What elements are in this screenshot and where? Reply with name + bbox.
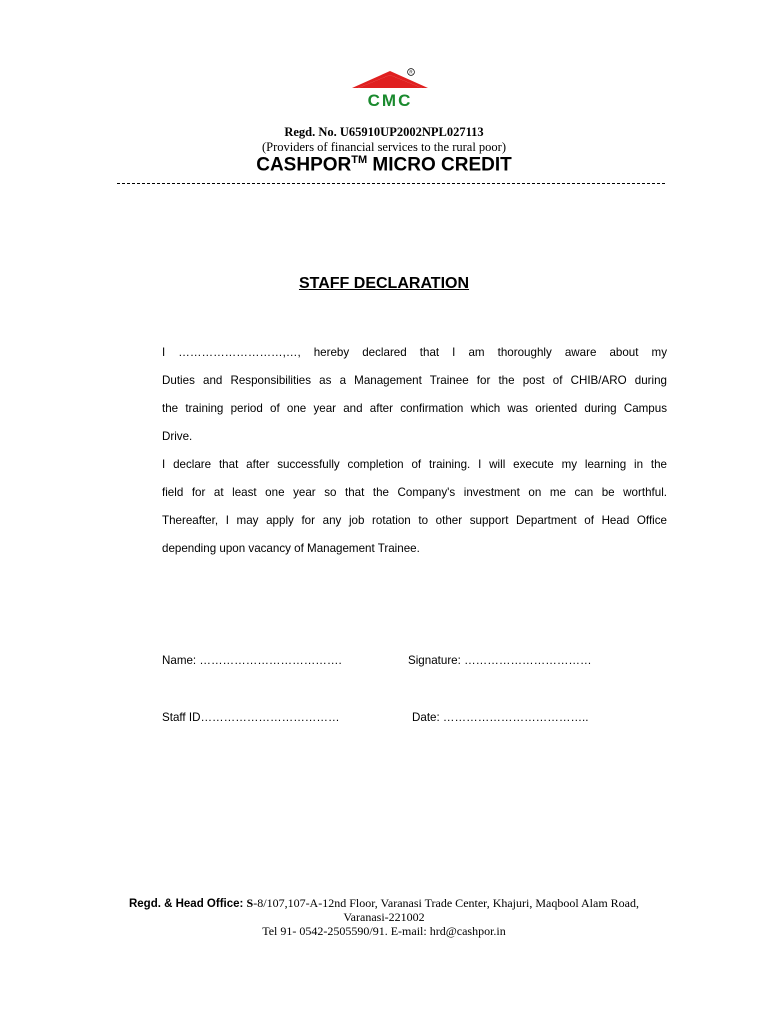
company-name-main: CASHPOR bbox=[256, 154, 352, 176]
footer-contact: Tel 91- 0542-2505590/91. E-mail: hrd@cashpor.in bbox=[262, 924, 506, 938]
footer-address-text: -8/107,107-A-12nd Floor, Varanasi Trade Center, Khajuri, Maqbool Alam Road, bbox=[253, 896, 640, 910]
body-line-3: the training period of one year and after confirmation which was oriented during Campus bbox=[162, 402, 667, 415]
company-tagline: (Providers of financial services to the rural poor) bbox=[261, 140, 506, 154]
registration-number: Regd. No. U65910UP2002NPL027113 bbox=[284, 125, 484, 139]
name-field: Name: ………………………………. bbox=[162, 654, 342, 667]
header-divider bbox=[117, 183, 665, 184]
logo-letters: CMC bbox=[367, 91, 413, 110]
footer-address-line-1 bbox=[0, 896, 768, 911]
body-line-6: field for at least one year so that the Company's investment on me can be worthful. bbox=[162, 486, 667, 499]
footer-address-line-2: Varanasi-221002 bbox=[343, 910, 425, 924]
signature-field: Signature: …………………………… bbox=[408, 654, 592, 667]
body-line-7: Thereafter, I may apply for any job rotation to other support Department of Head Office bbox=[162, 514, 667, 527]
staff-id-field: Staff ID……………………………… bbox=[162, 711, 340, 724]
body-line-8: depending upon vacancy of Management Trainee. bbox=[162, 542, 420, 555]
registered-mark-letter: R bbox=[409, 69, 413, 75]
footer-label: Regd. & Head Office: bbox=[128, 898, 247, 910]
body-line-2: Duties and Responsibilities as a Management Trainee for the post of CHIB/ARO during bbox=[162, 374, 667, 387]
cmc-logo bbox=[345, 68, 435, 112]
trademark-mark: TM bbox=[351, 154, 368, 166]
footer-address-s: S bbox=[246, 896, 254, 910]
date-field: Date: ……………………………….. bbox=[412, 711, 589, 724]
body-line-4: Drive. bbox=[162, 430, 193, 443]
body-line-5: I declare that after successfully completion of training. I will execute my learning in the bbox=[162, 458, 667, 471]
body-line-1: I ………………………,…, hereby declared that I am thoroughly aware about my bbox=[162, 346, 667, 359]
company-name-suffix: MICRO CREDIT bbox=[367, 154, 512, 176]
document-title bbox=[0, 275, 768, 293]
document-title-text: STAFF DECLARATION bbox=[298, 275, 470, 292]
company-name bbox=[0, 154, 768, 176]
